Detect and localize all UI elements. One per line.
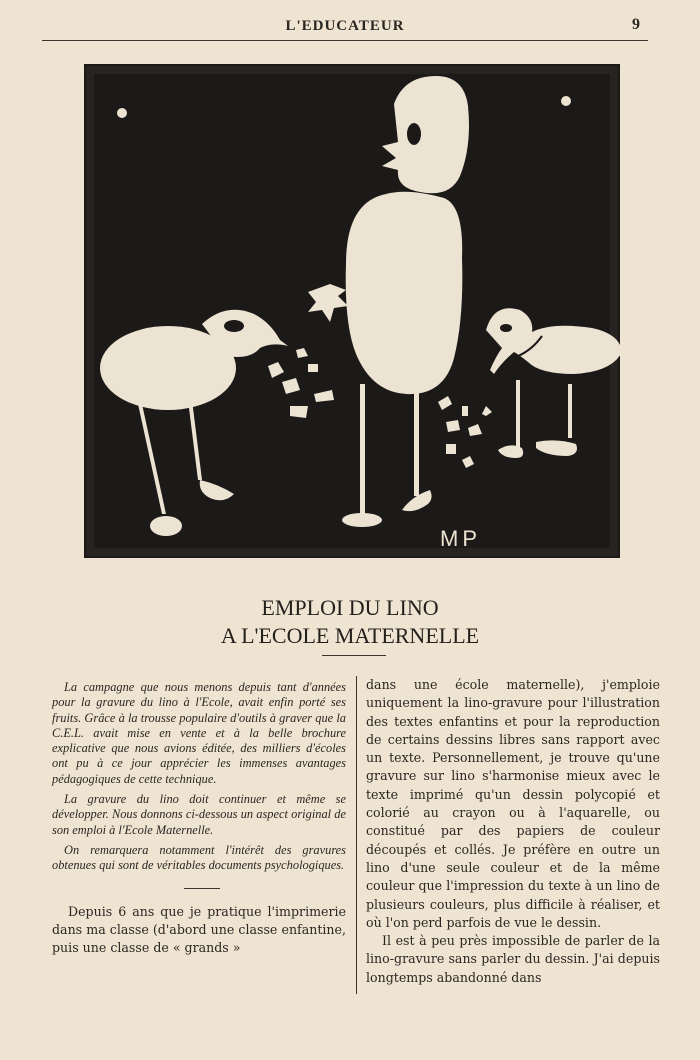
left-column (52, 680, 346, 957)
running-header (42, 6, 648, 41)
intro-paragraph: La gravure du lino doit continuer et même se développer. Nous donnons ci-dessous un aspect original de son emploi à l'Ecole Maternelle. (52, 792, 346, 837)
page-number: 9 (632, 16, 640, 33)
column-divider (356, 676, 357, 994)
artist-signature: MP (440, 526, 481, 551)
body-paragraph-right: dans une école maternelle), j'emploie uniquement la lino-gravure pour l'illustration des textes enfantins et pour la reproduction de certains dessins libres sans rapport avec un texte. Personnellement, je trouve qu'une gravure sur lino s'harmonise mieux avec le texte imprimé qu'un dessin polycopié et colorié au crayon ou à l'aquarelle, ou constitué par des papiers de couleur découpés et collés. Je préfère en outre un lino d'une seule couleur et de la même couleur que l'impression du texte à un lino de plusieurs couleurs, plus difficile à réaliser, et où l'on perd parfois de vue le dessin. (366, 677, 660, 930)
body-paragraph-left: Depuis 6 ans que je pratique l'imprimerie dans ma classe (d'abord une classe enfantine, puis une classe de « grands » (52, 903, 346, 956)
intro-paragraph: La campagne que nous menons depuis tant d'années pour la gravure du lino à l'Ecole, avait enfin porté ses fruits. Grâce à la trousse populaire d'outils à graver que la C.E.L. avait mise en vente et à la belle brochure explicative que nous avions éditée, des milliers d'écoles ont pu à ce jour apprécier les immenses avantages pédagogiques de cette technique. (52, 680, 346, 786)
title-line-1: EMPLOI DU LINO (261, 595, 439, 620)
title-rule (322, 655, 386, 656)
article-title (0, 594, 700, 650)
separator-rule (184, 888, 220, 889)
intro-paragraph: On remarquera notamment l'intérêt des gravures obtenues qui sont de véritables documents psychologiques. (52, 842, 346, 873)
editorial-intro (52, 680, 346, 874)
lino-print-illustration (84, 64, 620, 558)
title-line-2: A L'ECOLE MATERNELLE (220, 623, 480, 648)
right-column (366, 676, 660, 987)
body-paragraph-right-2: Il est à peu près impossible de parler de la lino-gravure sans parler du dessin. J'ai depuis longtemps abandonné dans (366, 933, 660, 985)
journal-title: L'EDUCATEUR (285, 18, 405, 34)
